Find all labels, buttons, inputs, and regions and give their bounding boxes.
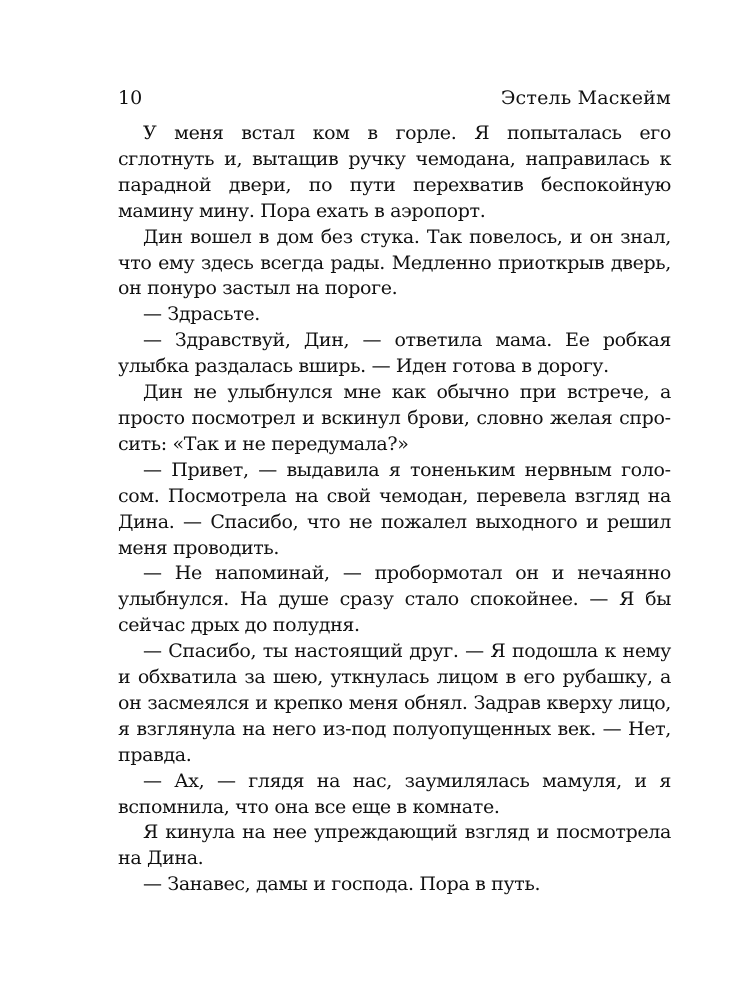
paragraph: — Ах, — глядя на нас, заумилялась мамуля, и я вспомнила, что она все еще в комнате. (118, 769, 671, 818)
paragraph: У меня встал ком в горле. Я попыталась его сглотнуть и, вытащив ручку чемодана, направилась к парадной двери, по пути перехватив беспокойную мамину мину. Пора ехать в аэропорт. (118, 122, 671, 222)
page-header (118, 87, 671, 115)
paragraph: Дин не улыбнулся мне как обычно при встрече, а просто посмотрел и вскинул брови, словно желая спросить: «Так и не передумала?» (118, 381, 671, 455)
paragraph: Дин вошел в дом без стука. Так повелось, и он знал, что ему здесь всегда рады. Медленно приоткрыв дверь, он понуро застыл на пороге. (118, 225, 671, 300)
paragraph: — Не напоминай, — пробормотал он и нечаянно улыбнулся. На душе сразу стало спокойнее. — Я бы сейчас дрых до полудня. (118, 562, 671, 637)
paragraph: — Здравствуй, Дин, — ответила мама. Ее робкая улыбка раздалась вширь. — Иден готова в дорогу. (118, 329, 671, 378)
paragraph: Я кинула на нее упреждающий взгляд и посмотрела на Дина. (118, 821, 671, 870)
body-text (118, 121, 671, 898)
paragraph: — Занавес, дамы и господа. Пора в путь. (143, 873, 541, 896)
paragraph: — Здрасьте. (143, 303, 260, 326)
paragraph: — Привет, — выдавила я тоненьким нервным голосом. Посмотрела на свой чемодан, перевела взгляд на Дина. — Спасибо, что не пожалел выходного и решил меня проводить. (118, 458, 671, 559)
paragraph: — Спасибо, ты настоящий друг. — Я подошла к нему и обхватила за шею, уткнулась лицом в его рубашку, а он засмеялся и крепко меня обнял. Задрав кверху лицо, я взглянула на него из-под полуопущенных век. — Нет, правда. (118, 640, 671, 766)
page-number: 10 (118, 87, 143, 109)
running-head-author: Эстель Маскейм (500, 87, 671, 109)
